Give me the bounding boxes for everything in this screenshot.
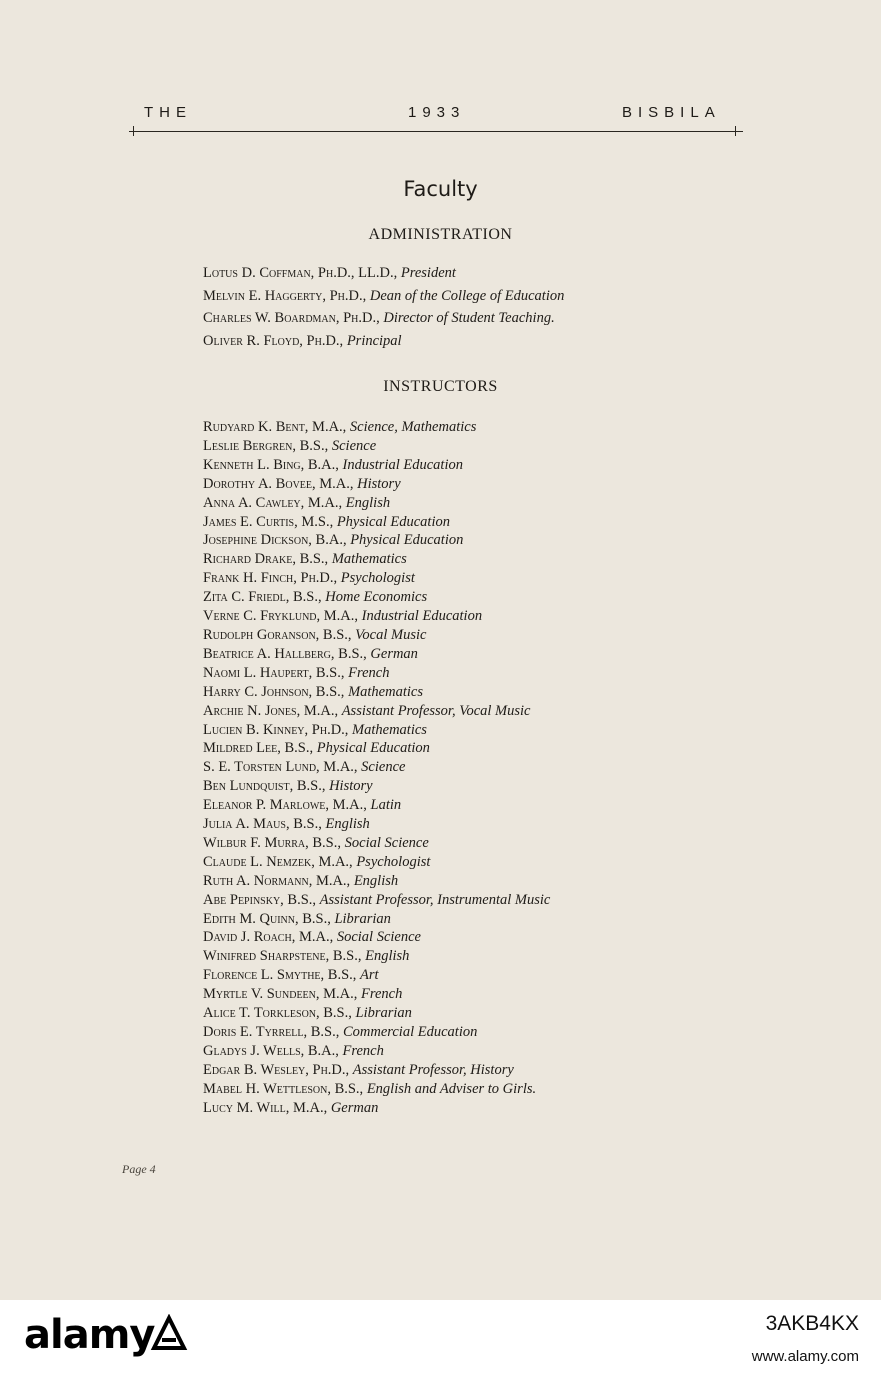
person-name: S. E. Torsten Lund, M.A., — [203, 759, 358, 776]
person-name: Edith M. Quinn, B.S., — [203, 910, 331, 927]
person-name: Ruth A. Normann, M.A., — [203, 872, 351, 889]
instructors-entry — [203, 550, 550, 569]
person-name: Julia A. Maus, B.S., — [203, 816, 322, 833]
person-name: Rudolph Goranson, B.S., — [203, 626, 352, 643]
instructors-heading: INSTRUCTORS — [383, 378, 498, 395]
person-name: Richard Drake, B.S., — [203, 551, 329, 568]
instructors-entry — [203, 494, 550, 513]
person-role: Assistant Professor, Vocal Music — [341, 702, 531, 719]
instructors-entry — [203, 683, 550, 702]
person-role: Mathematics — [331, 551, 407, 568]
administration-heading: ADMINISTRATION — [368, 226, 513, 243]
person-role: Librarian — [355, 1005, 412, 1022]
person-name: Alice T. Torkleson, B.S., — [203, 1005, 352, 1022]
instructors-entry — [203, 928, 550, 947]
person-role: Psychologist — [356, 853, 431, 870]
person-role: History — [329, 778, 373, 795]
person-name: Florence L. Smythe, B.S., — [203, 967, 357, 984]
administration-entry — [203, 285, 564, 308]
instructors-entry — [203, 1080, 550, 1099]
page-number: Page 4 — [122, 1162, 156, 1176]
person-role: Social Science — [344, 834, 429, 851]
instructors-entry — [203, 1023, 550, 1042]
person-role: German — [330, 1099, 379, 1116]
watermark-logo: alamy — [24, 1312, 155, 1358]
instructors-entry — [203, 702, 550, 721]
person-role: Science — [331, 437, 377, 454]
person-name: Archie N. Jones, M.A., — [203, 702, 339, 719]
instructors-entry — [203, 966, 550, 985]
person-role: English — [325, 816, 370, 833]
person-name: Frank H. Finch, Ph.D., — [203, 570, 338, 587]
instructors-entry — [203, 796, 550, 815]
person-role: French — [361, 986, 403, 1003]
person-name: Harry C. Johnson, B.S., — [203, 683, 345, 700]
administration-entry — [203, 262, 564, 285]
person-role: German — [370, 645, 418, 662]
instructors-list — [203, 418, 550, 1118]
person-name: Lucy M. Will, M.A., — [203, 1099, 328, 1116]
instructors-entry — [203, 626, 550, 645]
person-role: Science, Mathematics — [349, 419, 477, 435]
person-role: Psychologist — [340, 570, 415, 587]
instructors-entry — [203, 853, 550, 872]
person-role: Director of Student Teaching. — [383, 310, 555, 326]
person-name: David J. Roach, M.A., — [203, 929, 334, 946]
person-role: French — [348, 664, 390, 681]
person-name: Mabel H. Wettleson, B.S., — [203, 1080, 364, 1097]
administration-entry — [203, 330, 564, 353]
person-name: Rudyard K. Bent, M.A., — [203, 419, 347, 435]
person-name: Anna A. Cawley, M.A., — [203, 494, 343, 511]
instructors-entry — [203, 872, 550, 891]
person-name: Abe Pepinsky, B.S., — [203, 891, 317, 908]
person-name: Charles W. Boardman, Ph.D., — [203, 310, 380, 326]
instructors-entry — [203, 891, 550, 910]
instructors-entry — [203, 437, 550, 456]
instructors-entry — [203, 758, 550, 777]
person-role: English — [353, 872, 399, 889]
person-role: Vocal Music — [355, 626, 427, 643]
instructors-entry — [203, 1061, 550, 1080]
person-name: Verne C. Fryklund, M.A., — [203, 608, 359, 625]
instructors-entry — [203, 1099, 550, 1118]
person-name: Claude L. Nemzek, M.A., — [203, 853, 353, 870]
person-name: Lucien B. Kinney, Ph.D., — [203, 721, 349, 738]
running-header — [0, 104, 881, 144]
person-role: Art — [360, 967, 379, 984]
instructors-entry — [203, 739, 550, 758]
administration-entry — [203, 307, 564, 330]
person-role: Industrial Education — [361, 608, 483, 625]
instructors-entry — [203, 1042, 550, 1061]
person-role: French — [342, 1042, 384, 1059]
instructors-entry — [203, 985, 550, 1004]
instructors-entry — [203, 777, 550, 796]
person-name: Beatrice A. Hallberg, B.S., — [203, 645, 367, 662]
person-name: Melvin E. Haggerty, Ph.D., — [203, 287, 367, 304]
person-role: Latin — [370, 797, 402, 814]
header-rule — [129, 131, 743, 132]
person-role: Librarian — [334, 910, 391, 927]
person-role: Commercial Education — [342, 1024, 478, 1040]
person-role: Principal — [346, 332, 402, 349]
person-name: Ben Lundquist, B.S., — [203, 778, 326, 795]
instructors-entry — [203, 1004, 550, 1023]
person-role: Dean of the College of Education — [369, 287, 565, 304]
person-name: Wilbur F. Murra, B.S., — [203, 834, 342, 851]
person-role: History — [357, 475, 401, 492]
person-name: Doris E. Tyrrell, B.S., — [203, 1024, 340, 1040]
person-name: James E. Curtis, M.S., — [203, 513, 334, 530]
person-role: Home Economics — [325, 589, 428, 606]
rule-ornament-left — [133, 126, 134, 136]
watermark-url: www.alamy.com — [751, 1348, 859, 1365]
instructors-entry — [203, 418, 550, 437]
stock-logo-icon — [150, 1314, 188, 1352]
instructors-entry — [203, 910, 550, 929]
instructors-entry — [203, 588, 550, 607]
person-role: Industrial Education — [342, 456, 463, 473]
person-name: Oliver R. Floyd, Ph.D., — [203, 332, 344, 349]
header-left: THE — [144, 104, 192, 121]
person-role: Social Science — [336, 929, 421, 946]
person-role: Physical Education — [336, 513, 450, 530]
person-name: Lotus D. Coffman, Ph.D., LL.D., — [203, 265, 398, 281]
person-name: Myrtle V. Sundeen, M.A., — [203, 986, 358, 1003]
header-year: 1933 — [408, 104, 466, 121]
instructors-entry — [203, 721, 550, 740]
person-name: Dorothy A. Bovee, M.A., — [203, 475, 354, 492]
person-name: Mildred Lee, B.S., — [203, 740, 314, 757]
rule-ornament-right — [735, 126, 736, 136]
instructors-entry — [203, 475, 550, 494]
instructors-entry — [203, 456, 550, 475]
person-name: Josephine Dickson, B.A., — [203, 532, 347, 549]
person-name: Gladys J. Wells, B.A., — [203, 1042, 339, 1059]
instructors-entry — [203, 834, 550, 853]
instructors-entry — [203, 531, 550, 550]
instructors-entry — [203, 607, 550, 626]
instructors-entry — [203, 645, 550, 664]
person-name: Winifred Sharpstene, B.S., — [203, 948, 362, 965]
person-role: Physical Education — [350, 532, 464, 549]
administration-list — [203, 262, 564, 352]
person-name: Edgar B. Wesley, Ph.D., — [203, 1061, 350, 1078]
person-role: President — [400, 265, 456, 281]
person-name: Leslie Bergren, B.S., — [203, 437, 329, 454]
person-role: Assistant Professor, Instrumental Music — [319, 891, 551, 908]
person-role: Assistant Professor, History — [352, 1061, 514, 1078]
instructors-entry — [203, 513, 550, 532]
person-role: English — [345, 494, 391, 511]
person-name: Eleanor P. Marlowe, M.A., — [203, 797, 367, 814]
person-role: Physical Education — [316, 740, 430, 757]
page-title: Faculty — [403, 177, 478, 201]
instructors-entry — [203, 664, 550, 683]
header-right: BISBILA — [622, 104, 721, 121]
person-role: Mathematics — [352, 721, 427, 738]
person-name: Zita C. Friedl, B.S., — [203, 589, 322, 606]
watermark-image-id: 3AKB4KX — [765, 1312, 859, 1335]
person-role: Mathematics — [348, 683, 423, 700]
person-role: English — [365, 948, 410, 965]
person-name: Kenneth L. Bing, B.A., — [203, 456, 339, 473]
instructors-entry — [203, 815, 550, 834]
instructors-entry — [203, 569, 550, 588]
instructors-entry — [203, 947, 550, 966]
person-name: Naomi L. Haupert, B.S., — [203, 664, 345, 681]
person-role: Science — [361, 759, 406, 776]
person-role: English and Adviser to Girls. — [366, 1080, 537, 1097]
